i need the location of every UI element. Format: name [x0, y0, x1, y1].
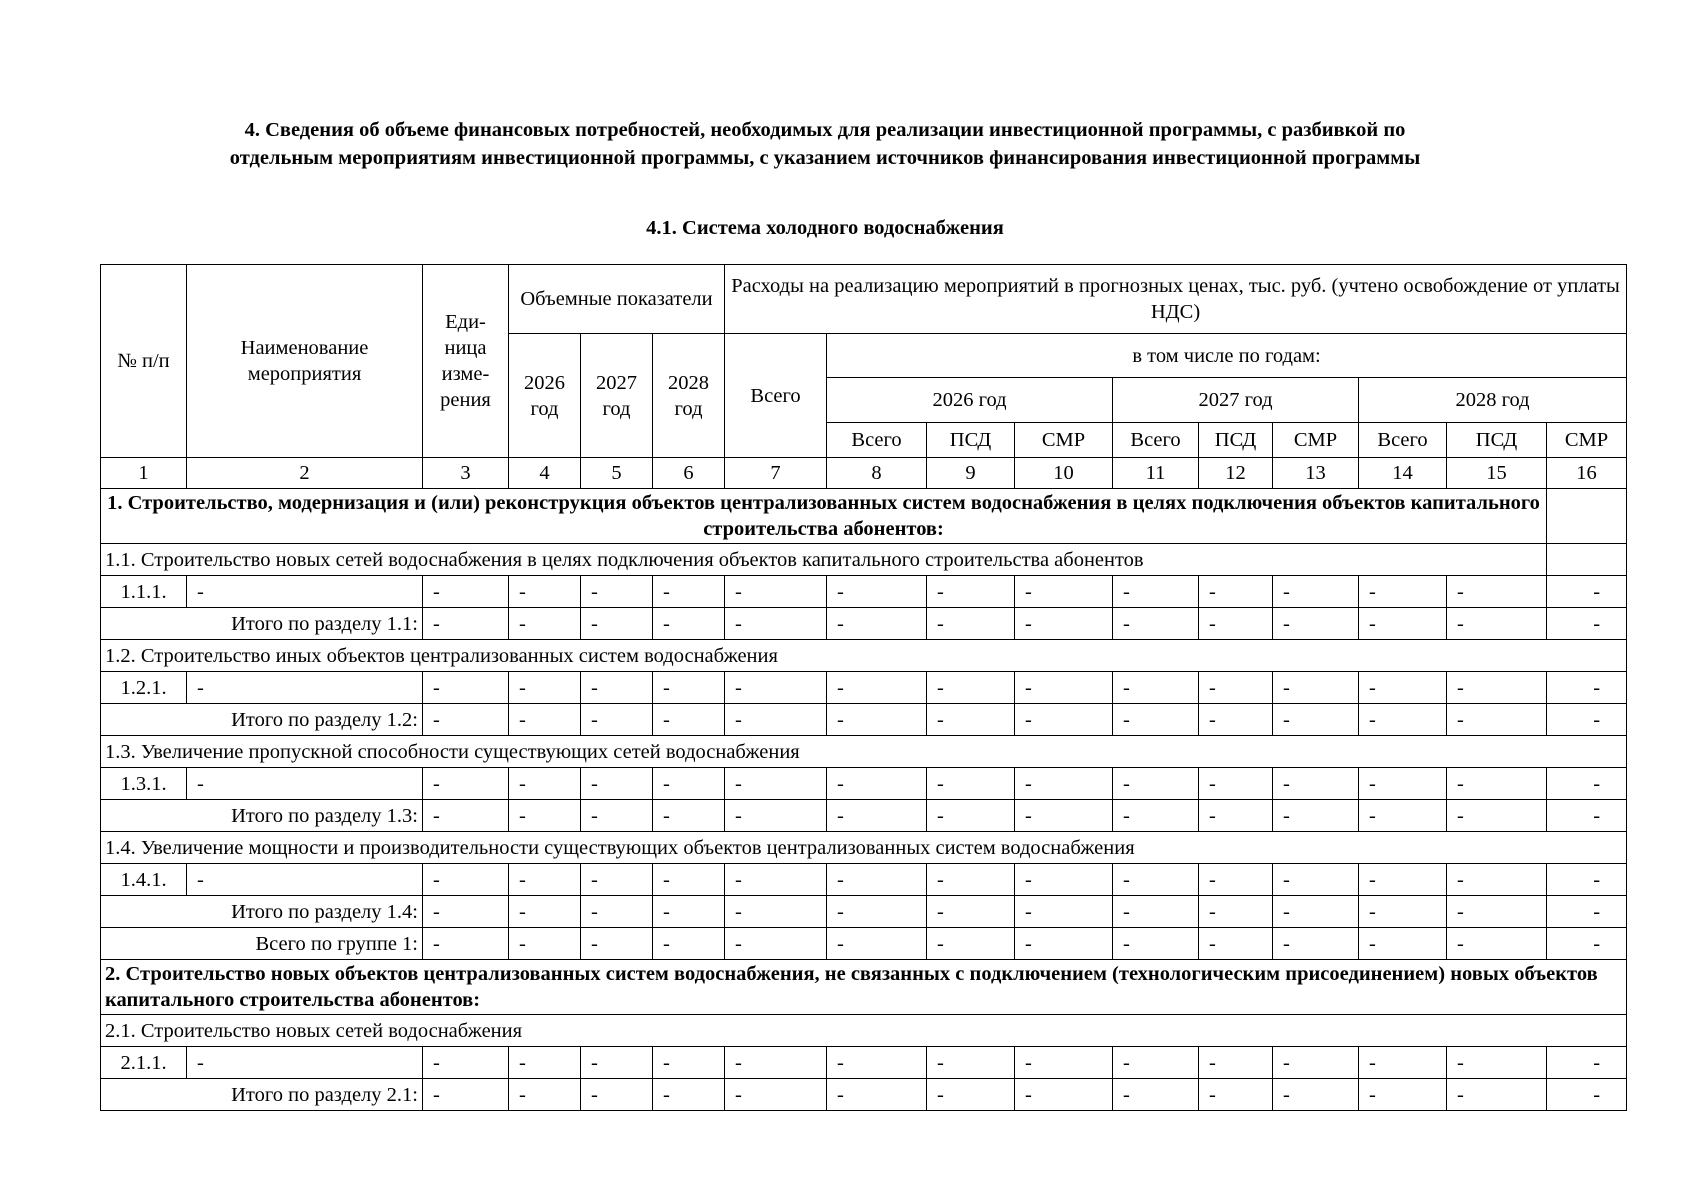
- table-row: [101, 576, 1627, 608]
- item-value: -: [1199, 672, 1273, 704]
- group-row: [101, 489, 1627, 544]
- total-value: -: [827, 608, 927, 640]
- total-value: -: [423, 704, 509, 736]
- total-value: -: [827, 928, 927, 960]
- total-value: -: [1547, 800, 1627, 832]
- item-value: -: [1547, 864, 1627, 896]
- item-name: -: [187, 768, 423, 800]
- item-value: -: [927, 672, 1015, 704]
- column-number: 5: [581, 458, 653, 489]
- column-number: 10: [1015, 458, 1113, 489]
- total-row: [101, 896, 1627, 928]
- total-value: -: [509, 928, 581, 960]
- total-value: -: [1199, 896, 1273, 928]
- total-value: -: [827, 704, 927, 736]
- table-row: [101, 1047, 1627, 1079]
- total-value: -: [1113, 608, 1199, 640]
- header-year-2026: 2026 год: [827, 378, 1113, 423]
- total-value: -: [1199, 928, 1273, 960]
- total-value: -: [653, 608, 725, 640]
- item-value: -: [1547, 768, 1627, 800]
- item-value: -: [581, 768, 653, 800]
- column-number: 11: [1113, 458, 1199, 489]
- item-value: -: [725, 1047, 827, 1079]
- total-row: [101, 704, 1627, 736]
- item-value: -: [1359, 576, 1447, 608]
- item-value: -: [927, 864, 1015, 896]
- column-numbers-row: [101, 458, 1627, 489]
- item-value: -: [927, 1047, 1015, 1079]
- total-value: -: [827, 800, 927, 832]
- table-row: [101, 768, 1627, 800]
- item-value: -: [653, 672, 725, 704]
- total-value: -: [1199, 704, 1273, 736]
- total-value: -: [1273, 896, 1359, 928]
- item-value: -: [1015, 1047, 1113, 1079]
- header-name: Наименование мероприятия: [187, 265, 423, 458]
- section-title: 1.3. Увеличение пропускной способности существующих сетей водоснабжения: [101, 736, 1627, 768]
- total-value: -: [1447, 928, 1547, 960]
- item-number: 1.1.1.: [101, 576, 187, 608]
- header-sub-col: Всего: [827, 423, 927, 458]
- column-number: 12: [1199, 458, 1273, 489]
- header-sub-col: ПСД: [1447, 423, 1547, 458]
- total-value: -: [1447, 704, 1547, 736]
- item-value: -: [1199, 768, 1273, 800]
- header-by-years: в том числе по годам:: [827, 334, 1627, 378]
- column-number: 14: [1359, 458, 1447, 489]
- total-value: -: [1447, 608, 1547, 640]
- total-value: -: [653, 896, 725, 928]
- total-label: Итого по разделу 1.1:: [101, 608, 423, 640]
- item-value: -: [653, 864, 725, 896]
- item-value: -: [1015, 672, 1113, 704]
- item-value: -: [1113, 768, 1199, 800]
- total-value: -: [1447, 800, 1547, 832]
- item-value: -: [423, 672, 509, 704]
- item-value: -: [653, 1047, 725, 1079]
- header-sub-col: СМР: [1273, 423, 1359, 458]
- item-value: -: [827, 1047, 927, 1079]
- item-value: -: [1113, 864, 1199, 896]
- total-label: Итого по разделу 1.3:: [101, 800, 423, 832]
- total-value: -: [1359, 608, 1447, 640]
- header-sub-col: СМР: [1547, 423, 1627, 458]
- item-value: -: [1273, 864, 1359, 896]
- header-total: Всего: [725, 334, 827, 458]
- header-sub-col: ПСД: [927, 423, 1015, 458]
- table-header: [101, 265, 1627, 489]
- total-value: -: [1199, 1079, 1273, 1111]
- total-row: [101, 800, 1627, 832]
- column-number: 4: [509, 458, 581, 489]
- total-value: -: [1113, 896, 1199, 928]
- item-value: -: [653, 768, 725, 800]
- column-number: 1: [101, 458, 187, 489]
- total-value: -: [581, 1079, 653, 1111]
- item-value: -: [725, 576, 827, 608]
- item-value: -: [927, 576, 1015, 608]
- section-row: [101, 1015, 1627, 1047]
- item-value: -: [423, 1047, 509, 1079]
- total-value: -: [509, 1079, 581, 1111]
- total-value: -: [1547, 608, 1627, 640]
- item-value: -: [423, 576, 509, 608]
- item-value: -: [423, 768, 509, 800]
- item-value: -: [1273, 1047, 1359, 1079]
- group-title: 1. Строительство, модернизация и (или) реконструкция объектов централизованных систем водоснабжения в целях подключения объектов капитального строительства абонентов:: [101, 489, 1547, 544]
- total-value: -: [927, 1079, 1015, 1111]
- header-unit: Еди-ница изме-рения: [423, 265, 509, 458]
- item-value: -: [1447, 1047, 1547, 1079]
- section-title: 1.2. Строительство иных объектов централизованных систем водоснабжения: [101, 640, 1627, 672]
- total-value: -: [927, 608, 1015, 640]
- item-name: -: [187, 576, 423, 608]
- item-value: -: [725, 672, 827, 704]
- table-row: [101, 672, 1627, 704]
- total-value: -: [725, 800, 827, 832]
- total-value: -: [1359, 704, 1447, 736]
- item-value: -: [827, 672, 927, 704]
- section-row: [101, 832, 1627, 864]
- item-value: -: [1199, 1047, 1273, 1079]
- total-value: -: [423, 608, 509, 640]
- total-value: -: [1015, 1079, 1113, 1111]
- total-value: -: [653, 704, 725, 736]
- total-value: -: [581, 608, 653, 640]
- total-value: -: [1015, 608, 1113, 640]
- column-number: 15: [1447, 458, 1547, 489]
- item-value: -: [827, 576, 927, 608]
- total-value: -: [725, 704, 827, 736]
- item-number: 2.1.1.: [101, 1047, 187, 1079]
- total-value: -: [423, 928, 509, 960]
- section-title: 1.1. Строительство новых сетей водоснабжения в целях подключения объектов капитального строительства абонентов: [101, 544, 1547, 576]
- item-value: -: [1547, 576, 1627, 608]
- total-value: -: [725, 928, 827, 960]
- item-value: -: [581, 672, 653, 704]
- item-value: -: [1199, 576, 1273, 608]
- total-label: Итого по разделу 2.1:: [101, 1079, 423, 1111]
- header-num: № п/п: [101, 265, 187, 458]
- header-sub-col: Всего: [1359, 423, 1447, 458]
- header-sub-col: Всего: [1113, 423, 1199, 458]
- column-number: 16: [1547, 458, 1627, 489]
- item-value: -: [1359, 864, 1447, 896]
- column-number: 3: [423, 458, 509, 489]
- total-value: -: [1547, 704, 1627, 736]
- item-value: -: [423, 864, 509, 896]
- total-label: Итого по разделу 1.4:: [101, 896, 423, 928]
- item-value: -: [581, 864, 653, 896]
- item-value: -: [581, 1047, 653, 1079]
- header-sub-col: ПСД: [1199, 423, 1273, 458]
- total-value: -: [581, 896, 653, 928]
- item-value: -: [1015, 864, 1113, 896]
- item-value: -: [827, 768, 927, 800]
- document-heading: [100, 116, 1550, 172]
- total-value: -: [725, 1079, 827, 1111]
- section-title: 2.1. Строительство новых сетей водоснабжения: [101, 1015, 1627, 1047]
- total-value: -: [423, 1079, 509, 1111]
- section-row: [101, 736, 1627, 768]
- item-value: -: [1359, 1047, 1447, 1079]
- table-row: [101, 864, 1627, 896]
- total-value: -: [581, 704, 653, 736]
- item-value: -: [1447, 576, 1547, 608]
- item-value: -: [1447, 864, 1547, 896]
- total-value: -: [653, 1079, 725, 1111]
- header-year-2028: 2028 год: [1359, 378, 1627, 423]
- item-value: -: [581, 576, 653, 608]
- total-value: -: [581, 800, 653, 832]
- group-title: 2. Строительство новых объектов централизованных систем водоснабжения, не связанных с подключением (технологическим присоединением) новых объектов капитального строительства абонентов:: [101, 960, 1627, 1015]
- total-value: -: [1359, 1079, 1447, 1111]
- section-row: [101, 640, 1627, 672]
- item-value: -: [1273, 576, 1359, 608]
- total-value: -: [927, 896, 1015, 928]
- total-row: [101, 1079, 1627, 1111]
- total-value: -: [423, 800, 509, 832]
- total-value: -: [1015, 928, 1113, 960]
- item-value: -: [725, 864, 827, 896]
- header-volume-group: Объемные показатели: [509, 265, 725, 334]
- total-value: -: [1547, 896, 1627, 928]
- total-value: -: [827, 896, 927, 928]
- group-empty-cell: [1547, 489, 1627, 544]
- total-value: -: [509, 896, 581, 928]
- item-value: -: [1113, 576, 1199, 608]
- total-value: -: [509, 800, 581, 832]
- total-value: -: [1359, 896, 1447, 928]
- header-expense-group: Расходы на реализацию мероприятий в прогнозных ценах, тыс. руб. (учтено освобождение от уплаты НДС): [725, 265, 1627, 334]
- total-value: -: [827, 1079, 927, 1111]
- item-value: -: [509, 768, 581, 800]
- header-volume-year-2027: 2027 год: [581, 334, 653, 458]
- total-row: [101, 608, 1627, 640]
- item-value: -: [827, 864, 927, 896]
- total-value: -: [1113, 1079, 1199, 1111]
- item-number: 1.2.1.: [101, 672, 187, 704]
- item-value: -: [1359, 672, 1447, 704]
- item-value: -: [509, 1047, 581, 1079]
- total-value: -: [1015, 800, 1113, 832]
- table-body: [101, 489, 1627, 1111]
- column-number: 2: [187, 458, 423, 489]
- item-value: -: [1113, 1047, 1199, 1079]
- total-value: -: [1447, 896, 1547, 928]
- item-value: -: [1447, 768, 1547, 800]
- total-value: -: [1359, 800, 1447, 832]
- item-number: 1.4.1.: [101, 864, 187, 896]
- column-number: 13: [1273, 458, 1359, 489]
- section-title: 1.4. Увеличение мощности и производительности существующих объектов централизованных систем водоснабжения: [101, 832, 1627, 864]
- total-value: -: [1273, 608, 1359, 640]
- total-value: -: [581, 928, 653, 960]
- total-value: -: [725, 896, 827, 928]
- item-value: -: [509, 864, 581, 896]
- group-row: [101, 960, 1627, 1015]
- total-value: -: [653, 928, 725, 960]
- header-volume-year-2028: 2028 год: [653, 334, 725, 458]
- item-value: -: [1015, 576, 1113, 608]
- item-value: -: [1359, 768, 1447, 800]
- total-value: -: [1447, 1079, 1547, 1111]
- total-value: -: [653, 800, 725, 832]
- item-name: -: [187, 1047, 423, 1079]
- column-number: 7: [725, 458, 827, 489]
- total-value: -: [725, 608, 827, 640]
- header-volume-year-2026: 2026 год: [509, 334, 581, 458]
- section-row: [101, 544, 1627, 576]
- item-value: -: [509, 576, 581, 608]
- total-value: -: [1199, 800, 1273, 832]
- item-value: -: [509, 672, 581, 704]
- item-value: -: [1015, 768, 1113, 800]
- total-value: -: [1113, 800, 1199, 832]
- header-sub-col: СМР: [1015, 423, 1113, 458]
- item-name: -: [187, 672, 423, 704]
- finance-table: [100, 264, 1627, 1111]
- item-number: 1.3.1.: [101, 768, 187, 800]
- total-value: -: [1273, 928, 1359, 960]
- total-value: -: [1113, 704, 1199, 736]
- section-empty-cell: [1547, 544, 1627, 576]
- item-value: -: [1273, 768, 1359, 800]
- total-row: [101, 928, 1627, 960]
- column-number: 6: [653, 458, 725, 489]
- total-value: -: [927, 704, 1015, 736]
- total-value: -: [509, 704, 581, 736]
- heading-line-1: 4. Сведения об объеме финансовых потребностей, необходимых для реализации инвестиционной программы, с разбивкой по: [244, 119, 1406, 141]
- total-value: -: [927, 928, 1015, 960]
- total-value: -: [423, 896, 509, 928]
- total-label: Итого по разделу 1.2:: [101, 704, 423, 736]
- total-value: -: [1113, 928, 1199, 960]
- total-value: -: [1359, 928, 1447, 960]
- header-year-2027: 2027 год: [1113, 378, 1359, 423]
- column-number: 9: [927, 458, 1015, 489]
- item-value: -: [1547, 672, 1627, 704]
- total-value: -: [1015, 704, 1113, 736]
- item-value: -: [1447, 672, 1547, 704]
- total-value: -: [509, 608, 581, 640]
- total-value: -: [1273, 800, 1359, 832]
- item-value: -: [1199, 864, 1273, 896]
- total-value: -: [1273, 1079, 1359, 1111]
- total-label: Всего по группе 1:: [101, 928, 423, 960]
- section-subheading: 4.1. Система холодного водоснабжения: [646, 217, 1004, 239]
- item-value: -: [1547, 1047, 1627, 1079]
- item-name: -: [187, 864, 423, 896]
- total-value: -: [1015, 896, 1113, 928]
- total-value: -: [1273, 704, 1359, 736]
- item-value: -: [725, 768, 827, 800]
- item-value: -: [927, 768, 1015, 800]
- total-value: -: [1547, 1079, 1627, 1111]
- total-value: -: [1547, 928, 1627, 960]
- column-number: 8: [827, 458, 927, 489]
- total-value: -: [927, 800, 1015, 832]
- item-value: -: [653, 576, 725, 608]
- heading-line-2: отдельным мероприятиям инвестиционной программы, с указанием источников финансирования инвестиционной программы: [229, 147, 1421, 169]
- item-value: -: [1273, 672, 1359, 704]
- total-value: -: [1199, 608, 1273, 640]
- item-value: -: [1113, 672, 1199, 704]
